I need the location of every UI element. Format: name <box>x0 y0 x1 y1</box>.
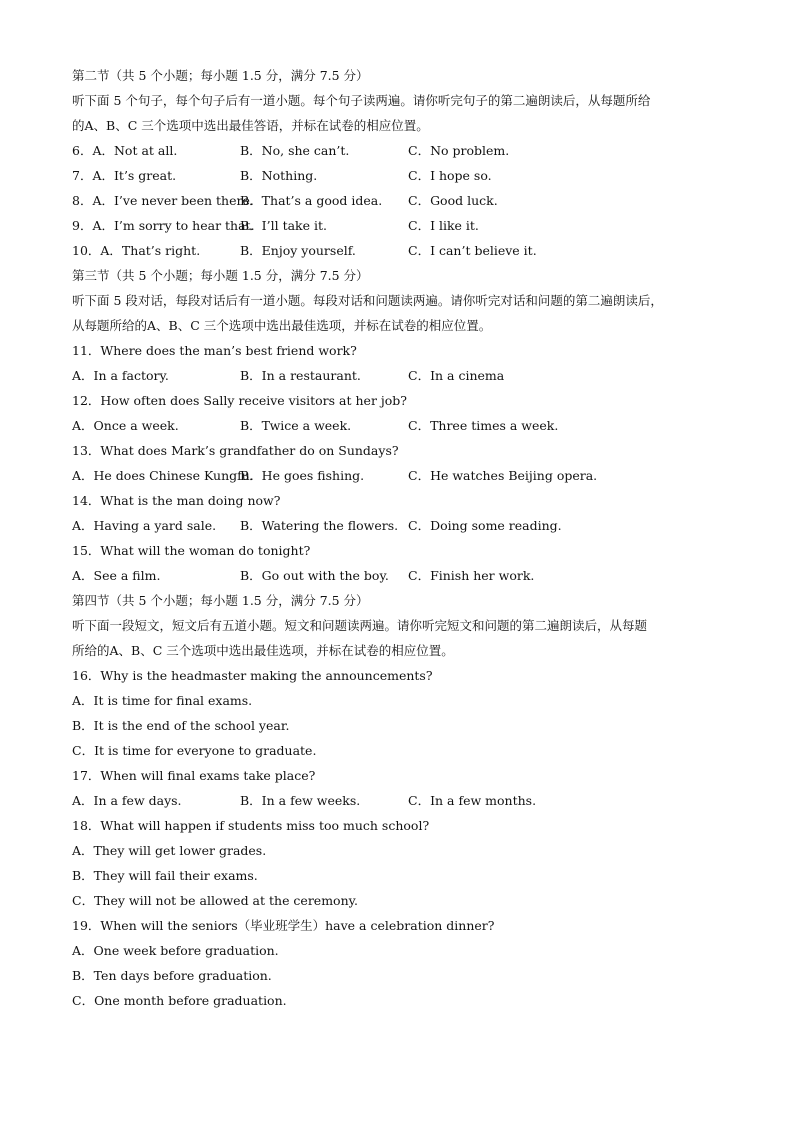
q15-option-c: C．Finish her work. <box>408 568 535 583</box>
question-19-stem: 19．When will the seniors（毕业班学生）have a celebration dinner? <box>72 918 495 933</box>
q7-option-c: C．I hope so. <box>408 168 492 183</box>
section-4-instructions-line2: 所给的A、B、C 三个选项中选出最佳选项，并标在试卷的相应位置。 <box>72 643 454 658</box>
q19-option-a: A．One week before graduation. <box>72 943 279 958</box>
q17-option-c: C．In a few months. <box>408 793 537 808</box>
q7-option-a: 7．A．It’s great. <box>72 168 177 183</box>
question-8-options <box>72 188 732 213</box>
section-3-instructions-line1: 听下面 5 段对话，每段对话后有一道小题。每段对话和问题读两遍。请你听完对话和问题的第二遍朗读后， <box>72 293 663 308</box>
q6-option-b: B．No, she can’t. <box>240 143 350 158</box>
question-11-options <box>72 363 732 388</box>
q6-option-a: 6．A．Not at all. <box>72 143 178 158</box>
q9-option-b: B．I’ll take it. <box>240 218 327 233</box>
q18-option-a: A．They will get lower grades. <box>72 843 267 858</box>
q12-option-b: B．Twice a week. <box>240 418 352 433</box>
q8-option-c: C．Good luck. <box>408 193 498 208</box>
question-15-stem: 15．What will the woman do tonight? <box>72 543 311 558</box>
question-13-stem: 13．What does Mark’s grandfather do on Sundays? <box>72 443 399 458</box>
section-4-instructions-line1: 听下面一段短文，短文后有五道小题。短文和问题读两遍。请你听完短文和问题的第二遍朗读后，从每题 <box>72 618 648 633</box>
q11-option-c: C．In a cinema <box>408 368 505 383</box>
q12-option-c: C．Three times a week. <box>408 418 559 433</box>
question-17-options <box>72 788 732 813</box>
q12-option-a: A．Once a week. <box>72 418 179 433</box>
q19-option-b: B．Ten days before graduation. <box>72 968 272 983</box>
question-14-options <box>72 513 732 538</box>
q15-option-a: A．See a film. <box>72 568 161 583</box>
question-14-stem: 14．What is the man doing now? <box>72 493 281 508</box>
section-4-heading: 第四节（共 5 个小题；每小题 1.5 分，满分 7.5 分） <box>72 593 369 608</box>
q13-option-c: C．He watches Beijing opera. <box>408 468 598 483</box>
q18-option-b: B．They will fail their exams. <box>72 868 258 883</box>
q10-option-c: C．I can’t believe it. <box>408 243 537 258</box>
question-11-stem: 11．Where does the man’s best friend work? <box>72 343 357 358</box>
q11-option-b: B．In a restaurant. <box>240 368 361 383</box>
q6-option-c: C．No problem. <box>408 143 510 158</box>
q8-option-b: B．That’s a good idea. <box>240 193 383 208</box>
question-16-stem: 16．Why is the headmaster making the announcements? <box>72 668 433 683</box>
q19-option-c: C．One month before graduation. <box>72 993 287 1008</box>
question-12-stem: 12．How often does Sally receive visitors at her job? <box>72 393 407 408</box>
question-15-options <box>72 563 732 588</box>
q13-option-a: A．He does Chinese Kungfu. <box>72 468 254 483</box>
section-3-heading: 第三节（共 5 个小题；每小题 1.5 分，满分 7.5 分） <box>72 268 369 283</box>
question-7-options <box>72 163 732 188</box>
q17-option-a: A．In a few days. <box>72 793 182 808</box>
question-6-options <box>72 138 732 163</box>
exam-page <box>72 63 732 1013</box>
q14-option-b: B．Watering the flowers. <box>240 518 399 533</box>
q14-option-c: C．Doing some reading. <box>408 518 562 533</box>
q18-option-c: C．They will not be allowed at the ceremony. <box>72 893 359 908</box>
q9-option-a: 9．A．I’m sorry to hear that. <box>72 218 255 233</box>
q9-option-c: C．I like it. <box>408 218 479 233</box>
section-2-heading: 第二节（共 5 个小题；每小题 1.5 分，满分 7.5 分） <box>72 68 369 83</box>
section-3-instructions-line2: 从每题所给的A、B、C 三个选项中选出最佳选项，并标在试卷的相应位置。 <box>72 318 492 333</box>
q16-option-b: B．It is the end of the school year. <box>72 718 290 733</box>
q17-option-b: B．In a few weeks. <box>240 793 361 808</box>
q11-option-a: A．In a factory. <box>72 368 169 383</box>
q14-option-a: A．Having a yard sale. <box>72 518 217 533</box>
q16-option-c: C．It is time for everyone to graduate. <box>72 743 317 758</box>
question-17-stem: 17．When will final exams take place? <box>72 768 316 783</box>
question-12-options <box>72 413 732 438</box>
q15-option-b: B．Go out with the boy. <box>240 568 389 583</box>
question-13-options <box>72 463 732 488</box>
q7-option-b: B．Nothing. <box>240 168 318 183</box>
q10-option-b: B．Enjoy yourself. <box>240 243 356 258</box>
q10-option-a: 10．A．That’s right. <box>72 243 201 258</box>
q16-option-a: A．It is time for final exams. <box>72 693 253 708</box>
section-2-instructions-line1: 听下面 5 个句子，每个句子后有一道小题。每个句子读两遍。请你听完句子的第二遍朗读后，从每题所给 <box>72 93 651 108</box>
question-10-options <box>72 238 732 263</box>
q8-option-a: 8．A．I’ve never been there. <box>72 193 254 208</box>
q13-option-b: B．He goes fishing. <box>240 468 365 483</box>
question-9-options <box>72 213 732 238</box>
question-18-stem: 18．What will happen if students miss too much school? <box>72 818 430 833</box>
section-2-instructions-line2: 的A、B、C 三个选项中选出最佳答语，并标在试卷的相应位置。 <box>72 118 429 133</box>
